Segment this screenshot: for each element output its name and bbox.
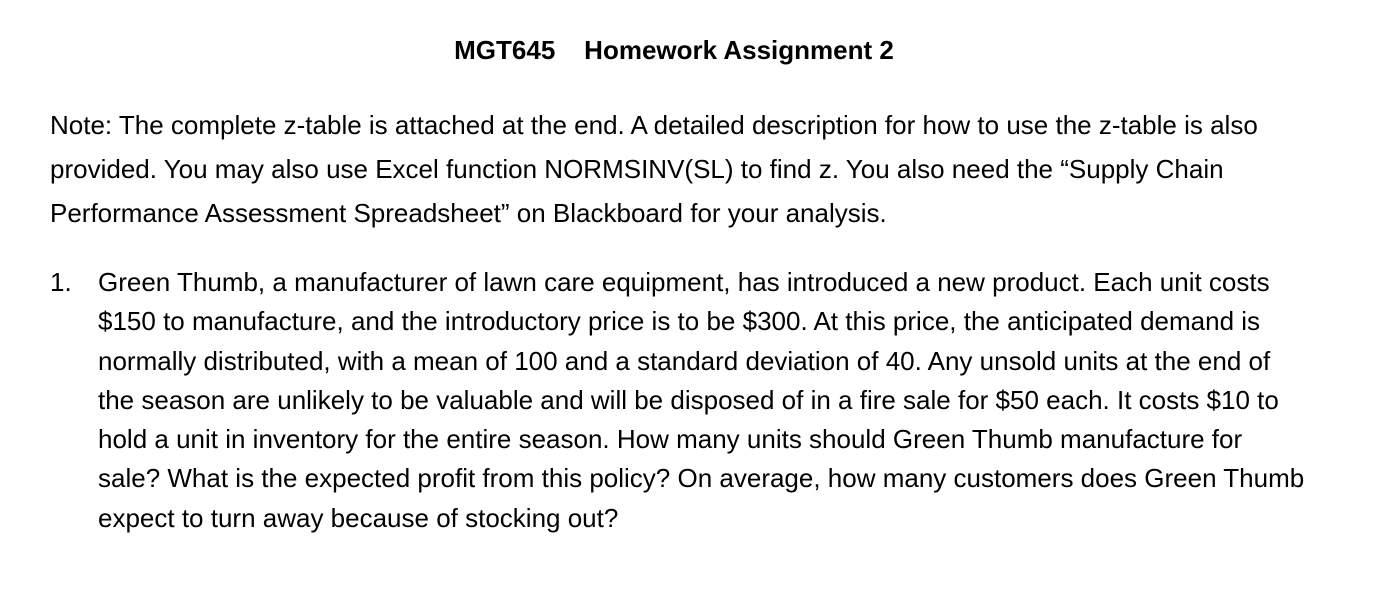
- question-number: 1.: [50, 267, 72, 297]
- document-title: MGT645 Homework Assignment 2: [454, 35, 894, 65]
- question-text: Green Thumb, a manufacturer of lawn care equipment, has introduced a new product. Each unit costs $150 to manufacture, and the introductory price is to be $300. At this price, the anticipated demand is normally distributed, with a mean of 100 and a standard deviation of 40. Any unsold units at the end of the season are unlikely to be valuable and will be disposed of in a fire sale for $50 each. It costs $10 to hold a unit in inventory for the entire season. How many units should Green Thumb manufacture for sale? What is the expected profit from this policy? On average, how many customers does Green Thumb expect to turn away because of stocking out?: [98, 267, 1305, 533]
- note-paragraph: Note: The complete z-table is attached at the end. A detailed description for how to use the z-table is also provided. You may also use Excel function NORMSINV(SL) to find z. You also need the “Supply Chain Performance Assessment Spreadsheet” on Blackboard for your analysis.: [50, 110, 1258, 228]
